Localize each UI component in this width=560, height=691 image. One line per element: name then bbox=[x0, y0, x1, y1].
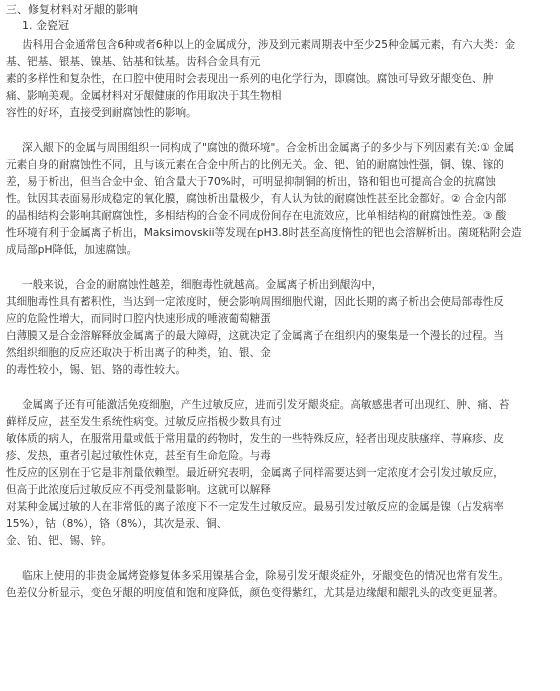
paragraph-line: 白薄膜又是合金溶解释放金属离子的最大障碍，这就决定了金属离子在组织内的聚集是一个漫长的过程。当 bbox=[6, 330, 504, 342]
paragraph-line: 色差仪分析显示，变色牙龈的明度值和饱和度降低，颜色变得紫红，尤其是边缘龈和龈乳头的改变更显著。 bbox=[6, 587, 504, 599]
section-title: 三、修复材料对牙龈的影响 bbox=[6, 3, 138, 16]
paragraph-line: 疹、发热，重者引起过敏性休克，甚至有生命危险。与毒 bbox=[6, 450, 271, 462]
paragraph-line: 金、铂、钯、锡、锌。 bbox=[6, 535, 112, 547]
paragraph-line: 15%），钴（8%），铬（8%），其次是汞、铜、 bbox=[6, 518, 228, 530]
paragraph-corrosion-environment bbox=[6, 140, 554, 259]
paragraph-discoloration bbox=[6, 568, 554, 602]
paragraph-spacer bbox=[6, 259, 554, 273]
paragraph-cytotoxicity bbox=[6, 277, 554, 379]
paragraph-line: 成局部pH降低，加速腐蚀。 bbox=[6, 244, 138, 256]
paragraph-line: 金属离子还有可能激活免疫细胞，产生过敏反应，进而引发牙龈炎症。高敏感患者可出现红、肿、痛、苔 bbox=[22, 399, 510, 411]
paragraph-line: 一般来说，合金的耐腐蚀性越差，细胞毒性就越高。金属离子析出到龈沟中， bbox=[22, 279, 383, 291]
paragraph-line: 临床上使用的非贵金属烤瓷修复体多采用镍基合金，除易引发牙龈炎症外，牙龈变色的情况也常有发生。 bbox=[22, 570, 510, 582]
paragraph-line: 差，易于析出，但当合金中金、铂含量大于70%时，可明显抑制铜的析出，铬和钼也可提高合金的抗腐蚀 bbox=[6, 176, 496, 188]
subsection-title: 1. 金瓷冠 bbox=[22, 19, 69, 32]
paragraph-line: 敏体质的病人，在服常用量或低于常用量的药物时，发生的一些特殊反应，轻者出现皮肤瘙痒、荨麻疹、皮 bbox=[6, 433, 504, 445]
paragraph-line: 藓样反应，甚至发生系统性病变。过敏反应指极少数具有过 bbox=[6, 416, 282, 428]
paragraph-line: 性。钛因其表面易形成稳定的氧化膜，腐蚀析出量极少，有人认为钛的耐腐蚀性甚至比金都好。② 合金内部 bbox=[6, 193, 507, 205]
paragraph-line: 素的多样性和复杂性，在口腔中使用时会表现出一系列的电化学行为，即腐蚀。腐蚀可导致牙龈变色、肿 bbox=[6, 73, 494, 85]
paragraph-line: 的毒性较小，锡、铝、铬的毒性较大。 bbox=[6, 364, 187, 376]
article-page bbox=[0, 3, 560, 691]
paragraph-line: 的晶相结构会影响其耐腐蚀性，多相结构的合金不同成份间存在电流效应，比单相结构的耐腐蚀性差。③ 酸 bbox=[6, 210, 507, 222]
paragraph-spacer bbox=[6, 379, 554, 393]
paragraph-line: 应的危险性增大，而同时口腔内快速形成的唾液葡萄糖蛋 bbox=[6, 313, 271, 325]
paragraph-line: 基、钯基、银基、镍基、钴基和钛基。齿科合金具有元 bbox=[6, 56, 261, 68]
paragraph-line: 深入龈下的金属与周围组织一同构成了"腐蚀的微环境"。合金析出金属离子的多少与下列因素有关:① 金属 bbox=[22, 142, 515, 154]
paragraph-line: 容性的好坏，直接受到耐腐蚀性的影响。 bbox=[6, 107, 197, 119]
paragraph-line: 痛、影响美观。金属材料对牙龈健康的作用取决于其生物相 bbox=[6, 90, 282, 102]
paragraph-allergy bbox=[6, 397, 554, 550]
paragraph-line: 然组织细胞的反应还取决于析出离子的种类，铂、银、金 bbox=[6, 347, 271, 359]
paragraph-line: 其细胞毒性具有蓄积性，当达到一定浓度时，便会影响周围细胞代谢，因此长期的离子析出会使局部毒性反 bbox=[6, 296, 504, 308]
paragraph-alloy-composition bbox=[6, 37, 554, 122]
paragraph-line: 性反应的区别在于它是非剂量依赖型。最近研究表明，金属离子同样需要达到一定浓度才会引发过敏反应， bbox=[6, 467, 504, 479]
paragraph-line: 但高于此浓度后过敏反应不再受剂量影响。这就可以解释 bbox=[6, 484, 271, 496]
paragraph-line: 对某种金属过敏的人在非常低的离子浓度下不一定发生过敏反应。最易引发过敏反应的金属是镍（占发病率 bbox=[6, 501, 504, 513]
paragraph-line: 性环境有利于金属离子析出，Maksimovskii等发现在pH3.8时甚至高度惰性的钯也会溶解析出。菌斑粘附会造 bbox=[6, 227, 522, 239]
paragraph-spacer bbox=[6, 550, 554, 564]
paragraph-line: 齿科用合金通常包含6种或者6种以上的金属成分，涉及到元素周期表中至少25种金属元素，有六大类：金 bbox=[22, 39, 516, 51]
paragraph-spacer bbox=[6, 122, 554, 136]
paragraph-line: 元素自身的耐腐蚀性不同，且与该元素在合金中所占的比例无关。金、钯、铂的耐腐蚀性强，铜、镍、镓的 bbox=[6, 159, 504, 171]
